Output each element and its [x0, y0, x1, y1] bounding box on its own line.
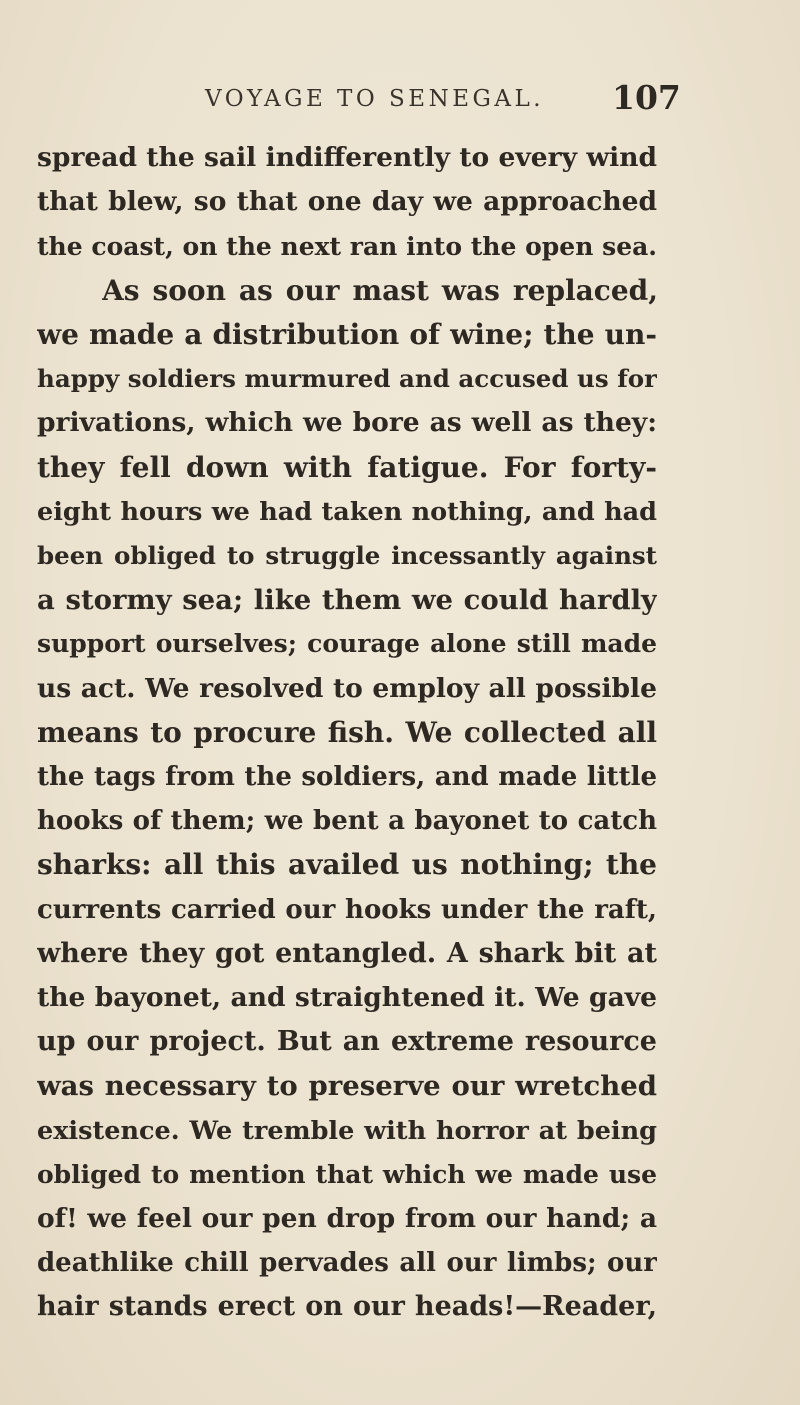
text-line: the coast, on the next ran into the open sea.: [37, 232, 657, 261]
text-line: where they got entangled. A shark bit at: [37, 938, 657, 969]
text-line: was necessary to preserve our wretched: [37, 1070, 657, 1102]
text-line: eight hours we had taken nothing, and had: [37, 497, 657, 527]
text-line: hair stands erect on our heads!—Reader,: [37, 1291, 657, 1322]
running-title: VOYAGE TO SENEGAL.: [205, 86, 545, 112]
text-line: us act. We resolved to employ all possible: [37, 673, 657, 704]
text-line: support ourselves; courage alone still made: [37, 629, 657, 658]
page-header: [0, 78, 800, 124]
text-line: obliged to mention that which we made use: [37, 1160, 657, 1189]
page-number: 107: [612, 78, 681, 117]
text-line: up our project. But an extreme resource: [37, 1026, 657, 1057]
text-line: means to procure fish. We collected all: [37, 716, 657, 749]
text-line: sharks: all this availed us nothing; the: [37, 848, 657, 881]
text-line: happy soldiers murmured and accused us for: [37, 364, 657, 393]
text-line: privations, which we bore as well as they:: [37, 407, 657, 438]
text-line: currents carried our hooks under the raft,: [37, 895, 657, 925]
text-line: hooks of them; we bent a bayonet to catch: [37, 806, 657, 836]
text-line: existence. We tremble with horror at being: [37, 1116, 657, 1146]
text-line: spread the sail indifferently to every wind: [37, 142, 657, 173]
text-line: the tags from the soldiers, and made little: [37, 762, 657, 792]
text-line: the bayonet, and straightened it. We gave: [37, 982, 657, 1013]
text-line: As soon as our mast was replaced,: [102, 274, 658, 307]
text-line: deathlike chill pervades all our limbs; our: [37, 1248, 657, 1278]
text-line: they fell down with fatigue. For forty-: [37, 451, 657, 484]
text-line: we made a distribution of wine; the un-: [37, 318, 657, 351]
text-line: that blew, so that one day we approached: [37, 186, 657, 217]
text-line: been obliged to struggle incessantly against: [37, 541, 657, 570]
text-line: of! we feel our pen drop from our hand; a: [37, 1203, 657, 1234]
text-line: a stormy sea; like them we could hardly: [37, 584, 657, 616]
